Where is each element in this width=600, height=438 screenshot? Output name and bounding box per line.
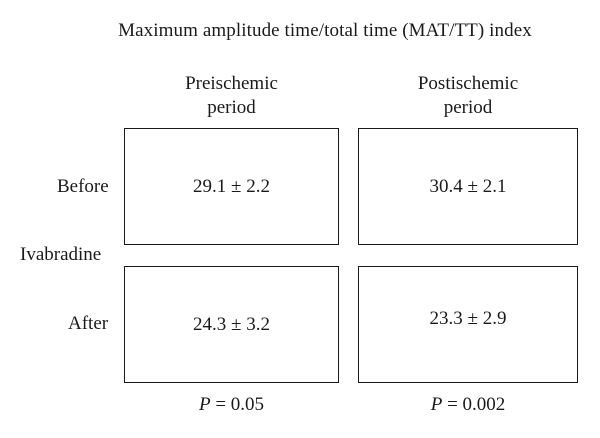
cell-value: 24.3 ± 3.2 [193,313,270,335]
column-header-postischemic [358,72,578,120]
cell-before-preischemic [124,128,339,245]
p-value-text: = 0.05 [210,394,265,415]
column-header-line1: Postischemic [417,73,519,94]
column-header-line2: period [207,97,256,118]
row-label-after: After [68,313,109,334]
group-label-ivabradine: Ivabradine [20,244,102,265]
column-header-line1: Preischemic [185,73,278,94]
column-header-preischemic [124,72,339,120]
p-value-text: = 0.002 [442,394,506,415]
row-label-before: Before [57,176,109,197]
cell-value: 23.3 ± 2.9 [429,307,507,329]
cell-before-postischemic [358,128,578,245]
p-value-postischemic [358,394,578,416]
p-value-preischemic [124,394,339,416]
p-symbol: P [198,394,211,415]
column-header-line2: period [443,97,493,118]
cell-after-preischemic [124,266,339,383]
cell-value: 29.1 ± 2.2 [193,175,270,197]
figure-title: Maximum amplitude time/total time (MAT/TT) index [118,20,532,41]
cell-value: 30.4 ± 2.1 [429,175,507,197]
p-symbol: P [430,394,443,415]
cell-after-postischemic [358,266,578,383]
